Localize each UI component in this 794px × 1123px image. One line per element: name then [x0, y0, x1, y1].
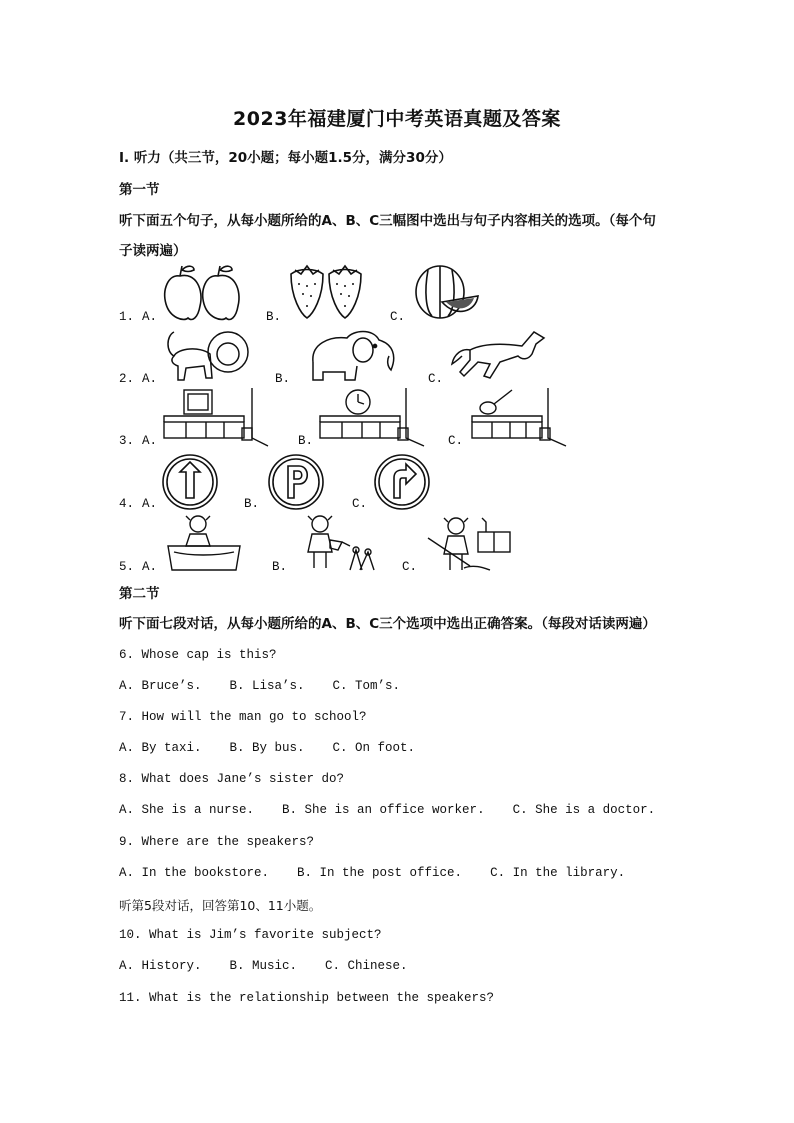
sofa-with-guitar-icon: [468, 388, 568, 448]
q5-option-b: B.: [272, 560, 288, 574]
q6-option-a: A. Bruce’s.: [119, 679, 202, 693]
q3-number: 3.: [119, 434, 135, 448]
q11-question: 11. What is the relationship between the speakers?: [119, 991, 495, 1005]
q9-option-a: A. In the bookstore.: [119, 866, 270, 880]
q5-option-a: A.: [142, 560, 158, 574]
part2-instruction: 听下面七段对话，从每小题所给的A、B、C三个选项中选出正确答案。（每段对话读两遍）: [119, 616, 656, 632]
parking-sign-icon: [266, 452, 326, 512]
q9-option-c: C. In the library.: [490, 866, 626, 880]
q8-option-c: C. She is a doctor.: [512, 803, 656, 817]
turn-right-sign-icon: [372, 452, 432, 512]
part1-instruction-line1: 听下面五个句子，从每小题所给的A、B、C三幅图中选出与句子内容相关的选项。（每个句: [119, 213, 656, 229]
go-straight-sign-icon: [160, 452, 220, 512]
part2-title: 第二节: [119, 586, 160, 602]
q7-option-a: A. By taxi.: [119, 741, 202, 755]
q3-option-b: B.: [298, 434, 314, 448]
sofa-with-picture-icon: [158, 388, 270, 448]
q8-option-a: A. She is a nurse.: [119, 803, 255, 817]
horse-icon: [450, 326, 550, 384]
q10-question: 10. What is Jim’s favorite subject?: [119, 928, 382, 942]
part1-instruction-line2: 子读两遍）: [119, 243, 187, 259]
q3-option-a: A.: [142, 434, 158, 448]
q4-option-a: A.: [142, 497, 158, 511]
q10-option-b: B. Music.: [229, 959, 298, 973]
q2-option-a: A.: [142, 372, 158, 386]
q8-options: [119, 803, 683, 817]
q4-number: 4.: [119, 497, 135, 511]
q6-option-c: C. Tom’s.: [332, 679, 401, 693]
q6-option-b: B. Lisa’s.: [229, 679, 305, 693]
q7-option-c: C. On foot.: [332, 741, 416, 755]
elephant-icon: [305, 326, 401, 384]
q6-question: 6. Whose cap is this?: [119, 648, 277, 662]
q5-number: 5.: [119, 560, 135, 574]
strawberries-icon: [287, 262, 367, 322]
girl-watering-flowers-icon: [294, 512, 382, 574]
q10-option-c: C. Chinese.: [325, 959, 408, 973]
dialog5-note: 听第5段对话，回答第10、11小题。: [119, 898, 322, 913]
q9-option-b: B. In the post office.: [297, 866, 463, 880]
q7-question: 7. How will the man go to school?: [119, 710, 367, 724]
page-title: 2023年福建厦门中考英语真题及答案: [233, 108, 561, 130]
q10-options: [119, 959, 436, 973]
q6-options: [119, 679, 428, 693]
q4-option-c: C.: [352, 497, 368, 511]
q2-number: 2.: [119, 372, 135, 386]
q2-option-c: C.: [428, 372, 444, 386]
q8-question: 8. What does Jane’s sister do?: [119, 772, 345, 786]
q1-option-b: B.: [266, 310, 282, 324]
q8-option-b: B. She is an office worker.: [282, 803, 485, 817]
q10-option-a: A. History.: [119, 959, 202, 973]
q4-option-b: B.: [244, 497, 260, 511]
q7-option-b: B. By bus.: [229, 741, 305, 755]
apples-icon: [160, 262, 242, 324]
girl-sweeping-floor-icon: [424, 512, 520, 574]
lion-icon: [160, 326, 252, 386]
part1-title: 第一节: [119, 182, 160, 198]
q9-options: [119, 866, 653, 880]
girl-washing-clothes-icon: [160, 512, 248, 574]
q9-question: 9. Where are the speakers?: [119, 835, 315, 849]
q3-option-c: C.: [448, 434, 464, 448]
sofa-with-clock-icon: [316, 388, 428, 448]
q5-option-c: C.: [402, 560, 418, 574]
listening-heading: Ⅰ. 听力（共三节，20小题；每小题1.5分，满分30分）: [119, 150, 452, 166]
q7-options: [119, 741, 443, 755]
q1-option-c: C.: [390, 310, 406, 324]
q1-number: 1.: [119, 310, 135, 324]
watermelon-icon: [412, 262, 482, 322]
q2-option-b: B.: [275, 372, 291, 386]
q1-option-a: A.: [142, 310, 158, 324]
